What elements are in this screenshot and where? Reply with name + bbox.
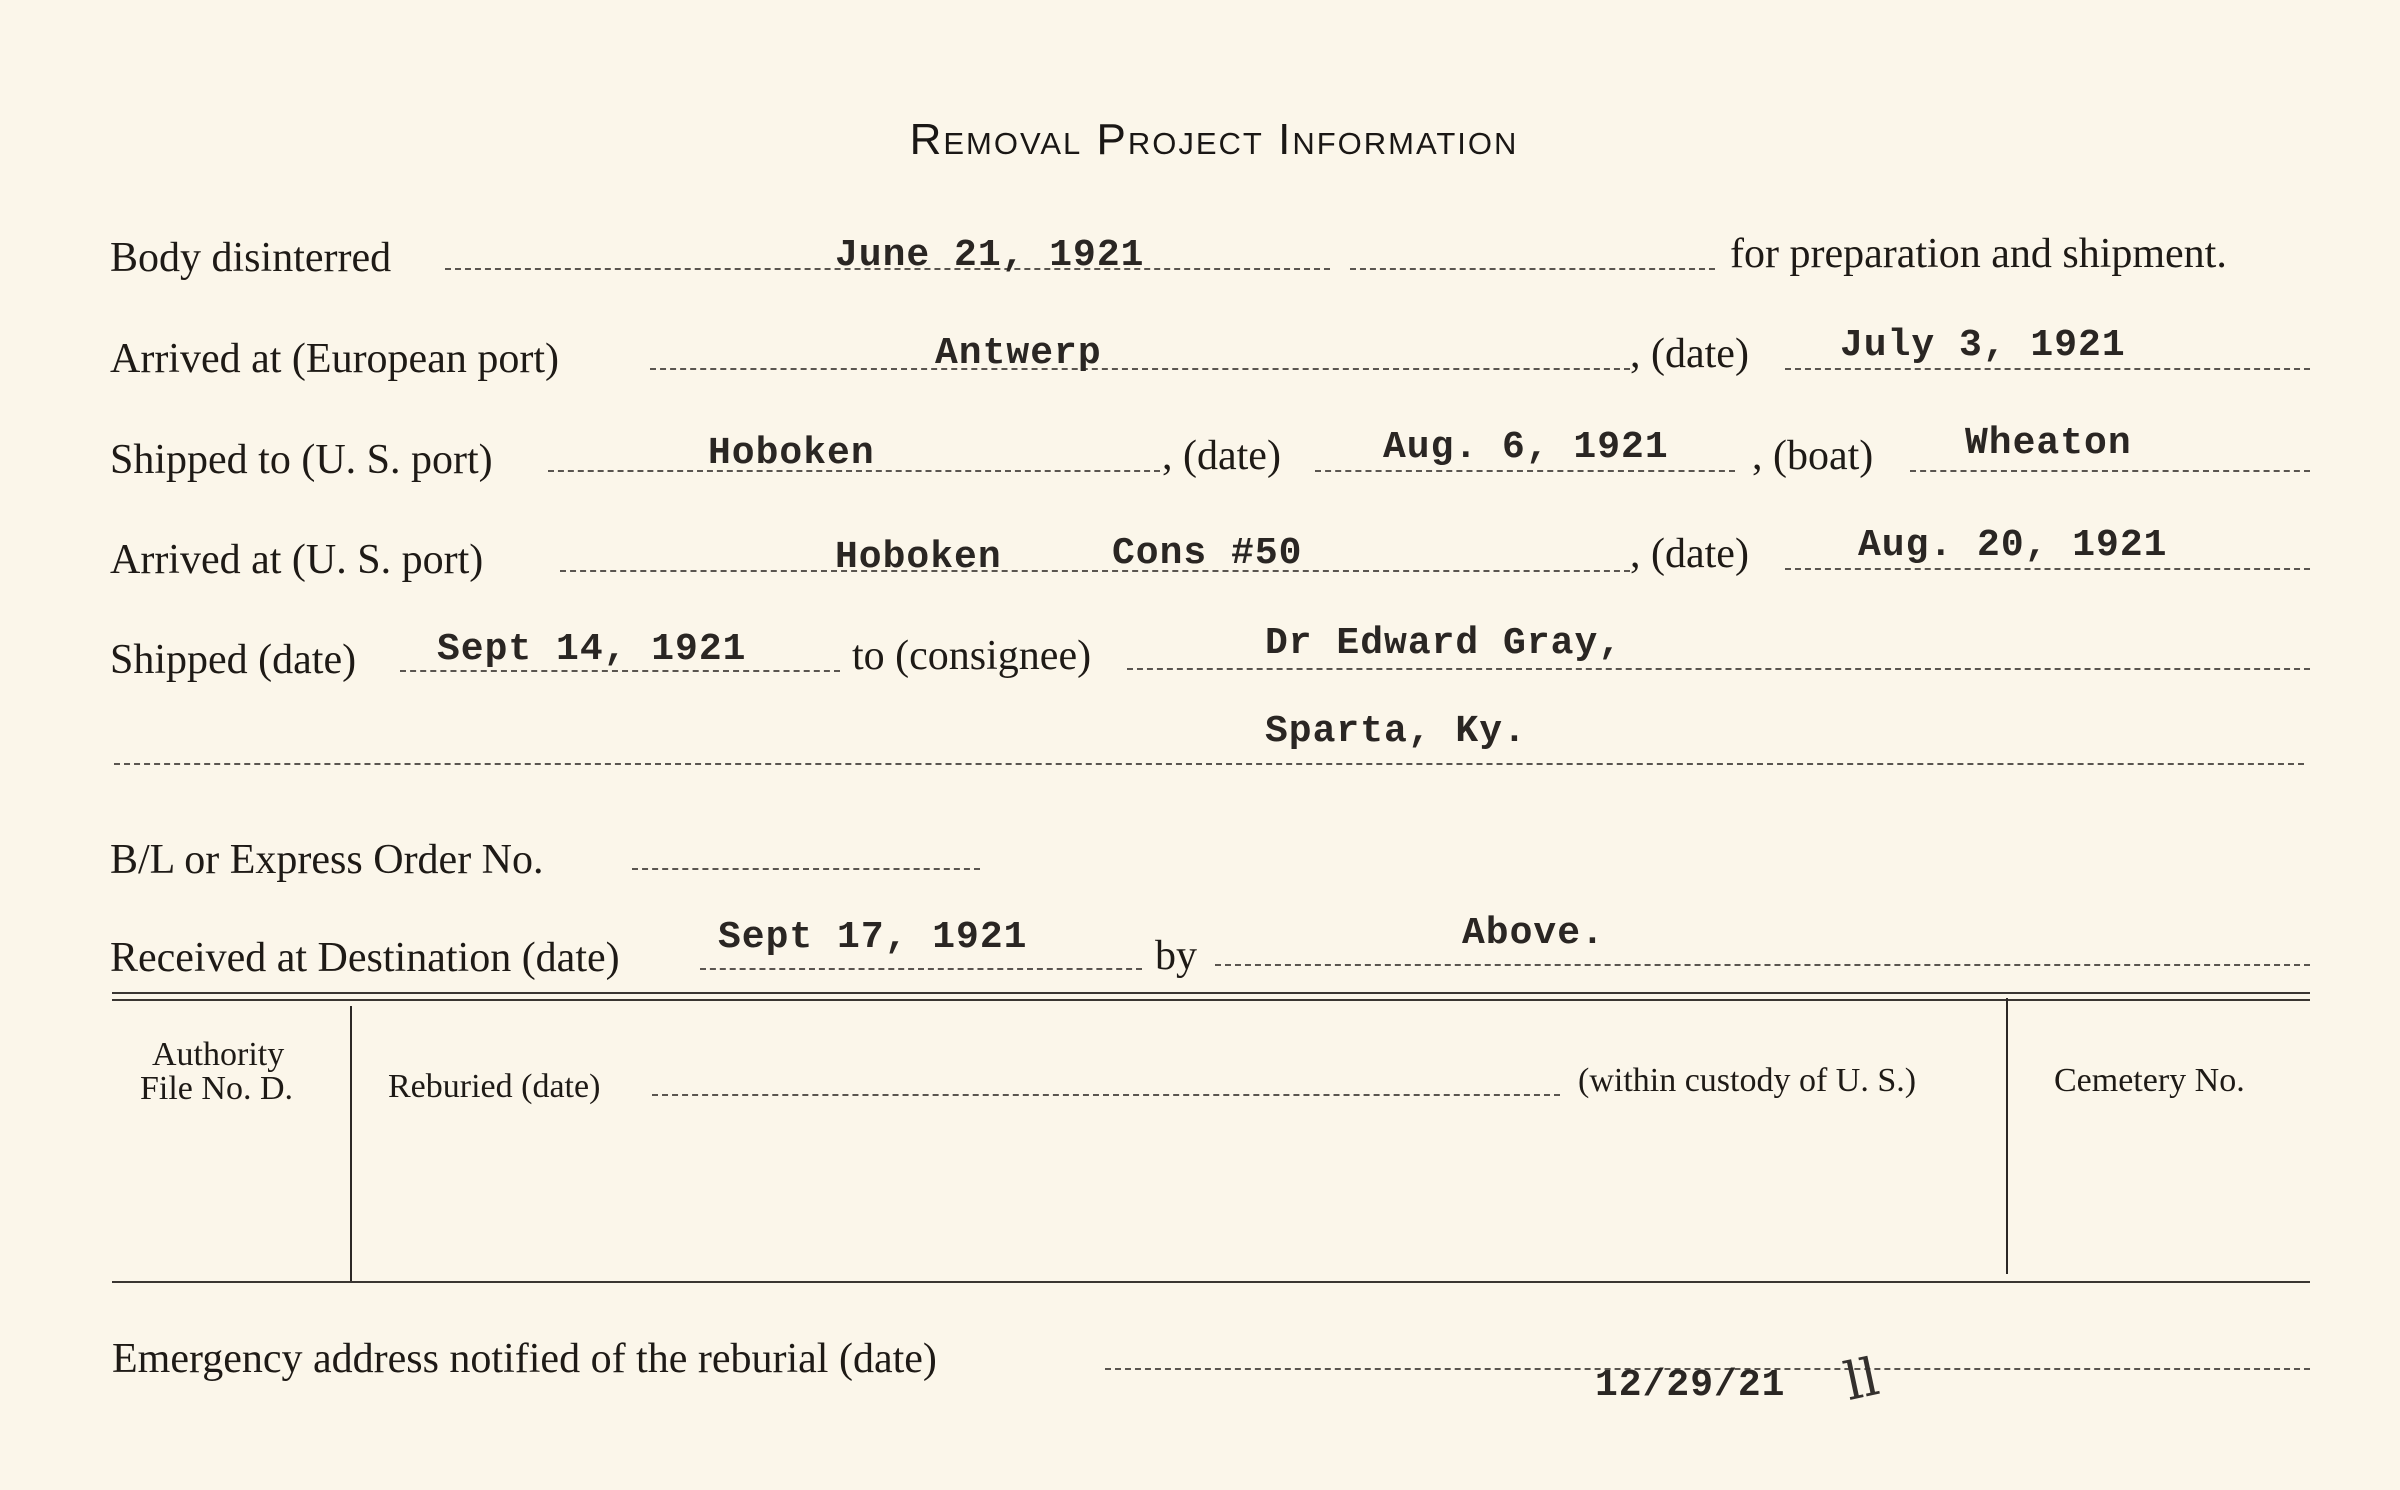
- authority-label: Authority: [152, 1036, 285, 1073]
- boat-line: [1910, 470, 2310, 472]
- arrived-european-date-label: , (date): [1630, 331, 1749, 377]
- bl-line: [632, 868, 980, 870]
- arrived-european-label: Arrived at (European port): [110, 336, 559, 382]
- boat-label: , (boat): [1752, 433, 1874, 479]
- shipped-us-date-label: , (date): [1162, 433, 1281, 479]
- arrived-us-date-label: , (date): [1630, 531, 1749, 577]
- bl-label: B/L or Express Order No.: [110, 837, 544, 883]
- us-port-value: Hoboken: [708, 432, 875, 475]
- received-label: Received at Destination (date): [110, 935, 620, 981]
- arrived-us-date: Aug. 20, 1921: [1858, 524, 2168, 567]
- file-no-label: File No. D.: [140, 1070, 293, 1107]
- boat-value: Wheaton: [1965, 422, 2132, 465]
- reburied-label: Reburied (date): [388, 1068, 601, 1105]
- table-top-rule: [112, 992, 2310, 994]
- shipped-date-value: Sept 14, 1921: [437, 628, 747, 671]
- arrived-us-date-line: [1785, 568, 2310, 570]
- consignee-line: [1127, 668, 2310, 670]
- table-top-rule-2: [112, 999, 2310, 1001]
- cemetery-label: Cemetery No.: [2054, 1062, 2245, 1099]
- preparation-shipment-text: for preparation and shipment.: [1730, 231, 2227, 277]
- handwritten-initials: ll: [1839, 1347, 1885, 1413]
- arrived-us-label: Arrived at (U. S. port): [110, 537, 484, 583]
- arrived-us-port: Hoboken: [835, 536, 1002, 579]
- consignment-number: Cons #50: [1112, 532, 1303, 575]
- european-port-value: Antwerp: [935, 332, 1102, 375]
- body-disinterred-date: June 21, 1921: [835, 234, 1145, 277]
- arrived-european-date-line: [1785, 368, 2310, 370]
- arrived-us-line: [560, 570, 1630, 572]
- body-disinterred-line-2: [1350, 268, 1715, 270]
- consignee-label: to (consignee): [852, 633, 1092, 679]
- received-by-label: by: [1155, 933, 1197, 979]
- emergency-date: 12/29/21: [1595, 1364, 1786, 1407]
- reburied-line: [652, 1094, 1560, 1096]
- table-bottom-rule: [112, 1281, 2310, 1283]
- received-date: Sept 17, 1921: [718, 916, 1028, 959]
- shipped-us-label: Shipped to (U. S. port): [110, 437, 493, 483]
- shipped-us-date-line: [1315, 470, 1735, 472]
- consignee-address: Sparta, Ky.: [1265, 710, 1527, 753]
- emergency-label: Emergency address notified of the reburial (date): [112, 1336, 937, 1382]
- table-divider-left: [350, 1006, 352, 1282]
- card-title: Removal Project Information: [909, 115, 1519, 164]
- received-date-line: [700, 968, 1142, 970]
- body-disinterred-label: Body disinterred: [110, 235, 392, 281]
- shipped-date-label: Shipped (date): [110, 637, 357, 683]
- custody-label: (within custody of U. S.): [1578, 1062, 1917, 1099]
- received-by-value: Above.: [1462, 912, 1605, 955]
- received-by-line: [1215, 964, 2310, 966]
- shipped-us-date: Aug. 6, 1921: [1383, 426, 1669, 469]
- address-line: [114, 763, 2304, 765]
- table-divider-right: [2006, 998, 2008, 1274]
- arrived-european-date: July 3, 1921: [1840, 324, 2126, 367]
- arrived-european-line: [650, 368, 1630, 370]
- consignee-name: Dr Edward Gray,: [1265, 622, 1623, 665]
